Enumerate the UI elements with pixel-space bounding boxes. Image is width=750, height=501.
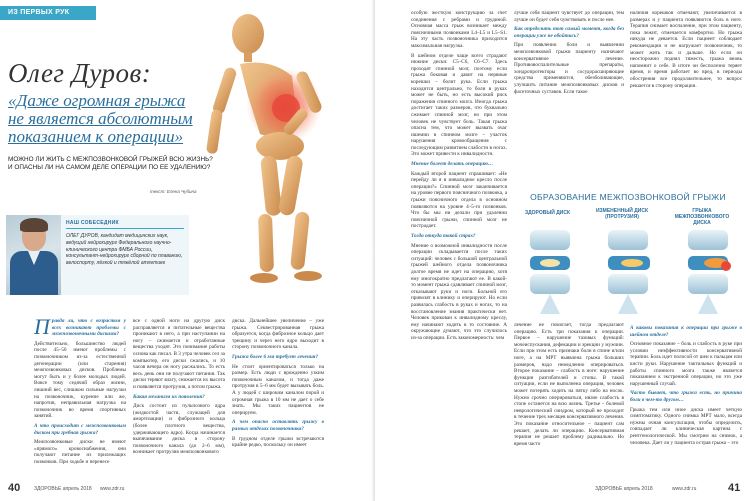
disc-label-healthy: ЗДОРОВЫЙ ДИСК [524, 210, 571, 216]
footer-right-text: ЗДОРОВЬЕ апрель 2018 [595, 486, 653, 492]
footer-left-text: ЗДОРОВЬЕ апрель 2018 [34, 486, 92, 492]
paragraph: особую жесткую конструкцию за счет соединения с ребрами и грудиной. Основная масса грыж возникает между поясничными позвонками L4–L5 и L5–S1. На эту часть позвоночника приходится максимальная нагрузка. [411, 10, 507, 49]
paragraph: лучше себя пациент чувствует до операции, тем лучше он будет себя чувствовать и после нее. [514, 10, 624, 23]
guest-hair [20, 218, 48, 232]
article-author: текст: Елена Чубина [150, 189, 197, 194]
paragraph: лечение не помогает, тогда предлагают операцию. Есть три показания к операции. Первое – нарушение тазовых функций: мочеиспускания, дефекации и эрекции у мужчин. Если при этом есть признаки боли в спине и/или ноге, а на МРТ выявлена грыжа больших размеров, надо немедленно оперироваться. Второе показание – слабость в ноге: нарушение функции разгибателей и стопы. В такой ситуации, если не выполнена операция, человек может потерять ходить на пятку либо на носок. Нужно срочно оперироваться, иначе слабость в стопе останется на всю жизнь. Третье – болевой неврологический синдром, который не проходит в течение трех месяцев консервативного лечения. Это показание относительное – пациент сам решает, делать ли операцию. Консервативная терапия не решает проблему радикально. Но время часто [514, 322, 624, 447]
footer-right-site: www.zdr.ru [672, 486, 697, 492]
text-column-5-top [514, 10, 624, 180]
question: Мнение болеет делать операцию… [411, 161, 494, 168]
paragraph: наличия корешков отмечают, увеличивается в размерах и у пациента появляются боль в ноге. Терапия снимает воспаление, при этом пациенту, пока лежит, отмечается комфортно. Но грыжа никуда не девается. Если пациент соблюдает рекомендации и не нагружает позвоночник, то может жить так и дальше. Но если он неосторожно поднял тяжесть, грыжа вновь напомнит о себе. В итоге он бесполезно теряет время, и время работает во вред, в периоды обострения все продолжительнее, то вопрос решается в сторону операции. [630, 10, 742, 89]
guest-divider [66, 228, 184, 229]
disc-label-protrusion: ИЗМЕНЕННЫЙ ДИСК (ПРОТРУЗИЯ) [595, 208, 649, 220]
section-rubric [0, 6, 96, 20]
paragraph: Грыжа тем или иное диска имеет четкую симптоматику. Одного снимка МРТ мало, всегда нужны очная консультация, чтобы определить, совпадает ли клиническая картина с рентгенологической. Мы смотрим на снимок, а человека. Дает ли у пациента острая грыжа – это [630, 406, 742, 446]
title-quote-line: показанием к операции» [8, 127, 184, 146]
drop-cap: П [34, 314, 50, 339]
paragraph: Мнение о возможной инвалидности после операции складывается после таких ситуаций: человек с большой центральной грыжей шейного отдела позвоночника долгое время не идет на операцию, хотя ему многократно предлагают ее. В какой-то момент грыжа сдавливает спинной мозг, отказывают руки и ноги. Больной его привозят в клинику и оперируют. Но если развилась слабость в руках и ногах, то на восстановление знания практически нет. Человек прикован к инвалидному креслу, ему начинают ходить в то состояние. А окружающие думают, что это случилось из-за операции. Есть закономерность: чем [411, 242, 507, 341]
question: Как определить тот самый момент, когда без операции уже не обойтись? [514, 26, 624, 39]
question: Часто бывает, что грыжа есть, но причина боли в чем-то другом… [630, 390, 742, 403]
article-title-name: Олег Дуров: [8, 58, 152, 88]
healthy-disc-graphic [530, 230, 570, 314]
text-column-6 [514, 322, 624, 482]
question: А каковы показания к операции при грыже в шейном отделе? [630, 325, 742, 338]
text-column-4 [411, 10, 507, 480]
paragraph: диска. Дальнейшее увеличение – уже грыжа. Секвестрированная грыжа образуется, когда фиброзное кольцо дает трещину и через него ядро выходит в сторону позвоночного канала. [232, 318, 324, 351]
paragraph: Не стоит ориентироваться только на размер. Есть люди с врожденно узким позвоночным каналом, и тогда даже протрузия в 5–6 мм будет вызывать боль. А у людей с широким каналом порой и огромная грыжа в 10 мм не дает о себе знать. Мы таких пациентов не оперируем. [232, 363, 324, 416]
footer-left-site: www.zdr.ru [100, 486, 125, 492]
guest-photo [6, 215, 61, 295]
text-column-1 [34, 314, 126, 468]
mannequin-illustration [200, 6, 360, 286]
paragraph: Диск состоит из пульпозного ядра (жидкостой части, служащей для амортизации) и фиброзного кольца (более плотного вещества, удерживающего ядро). Когда начинается выпячивание диска в сторону позвоночного канала (до 2–6 мм), возникает протрузия межпозвонкового [133, 403, 225, 456]
paragraph: Действительно, большинство людей после 45–50 имеют проблемы с позвоночником из-за естественной дегенерации (или старения) межпозвонковых дисков. Проблемы могут быть и у более молодых людей. Вовсе тому седячий образ жизни, лишний вес, слишком сильные нагрузки на позвоночник, курение или же, напротив, неправильная нагрузка на позвоночник во время спортивных занятий. [34, 340, 126, 420]
vertebrae-diagram [512, 228, 744, 316]
guest-bio: ОЛЕГ ДУРОВ, кандидат медицинских наук, ведущий нейрохирург Федерального научно-клинического центра ФМБА России, консультант-нейрохирург сборной по плаванию, велоспорту, лёгкой и тяжёлой атлетике [66, 233, 183, 267]
text-column-5-bottom [630, 322, 742, 482]
question: Какая механизм их появления? [133, 393, 205, 400]
paragraph: В грудном отделе грыжи встречаются крайне редко, поскольку он имеет [232, 435, 324, 449]
paragraph: При появлении боли и выявлении межпозвонковой грыжи пациенту назначают консервативное лечение. Противовоспалительные препараты, хондропротекторы и сосудорасширяющие средства применяются, обезболивающие, улучшить питание межпозвонковых дисков и фасеточных суставов. Если такое [514, 42, 624, 95]
page-number-left: 40 [8, 482, 21, 494]
paragraph: В шейном отделе чаще всего страдают нижние диски: C5–C6, C6–C7. Здесь проходят спинной мозг, поэтому если грыжа боковая и давит на нервные корешки – болит рука. Если грыжа находится центрально, то боли в руках может не быть, но есть высокий риск поражения спинного мозга. Иногда грыжа достигает таких размеров, что буквально сжимает спинной мозг, но при этом человек не чувствует боль. Такая грыжа опасна тем, что может вызвать очаг ишемии в спинном мозге – участок нарушения кровообращения с последующим развитием слабости в ногах. Это может привести к инвалидности. [411, 52, 507, 158]
title-quote-line: «Даже огромная грыжа [8, 91, 186, 110]
text-column-7 [630, 10, 742, 180]
guest-label: НАШ СОБЕСЕДНИК [66, 220, 119, 226]
paragraph: Основное показание – боль и слабость в руке при условии неэффективности консервативной терапии. Боль идет полосой от шеи к пальцам или кисти руки. Нарушение тактильных функций и работы спинного мозга также является показанием к экстренной операции, но это уже нарушенный случай. [630, 341, 742, 387]
article-lead: МОЖНО ЛИ ЖИТЬ С МЕЖПОЗВОНКОВОЙ ГРЫЖЕЙ ВСЮ ЖИЗНЬ? И ОПАСНЫ ЛИ НА САМОМ ДЕЛЕ ОПЕРАЦИИ ПО ЕЕ УДАЛЕНИЮ? [8, 156, 213, 171]
paragraph: все с одной ноги на другую диск расправляется и питательные вещества проникают в него, а при наступании на ногу – сжимается и отработанные вещества уходят. Это понимание работы основа как писал. В 3 утра человек сел за компьютер, его диски сжались, и 10 часов вечера он ногу расжались. То есть весь день они не получают питания. Так диски теряют влагу, снижается их высота и появляется протрузия, а потом грыжа. [133, 318, 225, 390]
hernia-disc-graphic [688, 230, 731, 314]
question: А что происходит с межпозвонковым диском при гребная грыжа? [34, 422, 126, 436]
protrusion-disc-graphic [608, 230, 650, 314]
paragraph: Межпозвонковые диски не имеют «прямого» кровоснабжения, они получают питание из прилежащих позвонков. При ходьбе и перенесе [34, 439, 126, 465]
article-title-quote [8, 92, 213, 146]
text-column-3 [232, 318, 324, 452]
question: Тогда откуда такой страх? [411, 233, 476, 239]
intro-question: равда ли, что с возрастом у всех возникают проблемы с межпозвоночными дисками? [51, 318, 126, 338]
question: Грыжа более 6 мм требует лечения? [232, 353, 318, 360]
infographic-title: ОБРАЗОВАНИЕ МЕЖПОЗВОНКОВОЙ ГРЫЖИ [530, 192, 726, 202]
text-column-2 [133, 318, 225, 459]
title-quote-line: не является абсолютным [8, 109, 193, 128]
rubric-label: ИЗ ПЕРВЫХ РУК [8, 9, 70, 16]
paragraph: Каждый второй пациент спрашивает: «Не перейду ли я в инвалидное кресло после операции?» Спинной мозг заканчивается на уровне первого поясничного позвонка, а грыжи поясничного отдела в основном появляются на уровне 4–5-го позвонков. Что бы мы ни делали при удалении поясничной грыжи, спинной мозг не пострадает. [411, 170, 507, 230]
disc-label-hernia: ГРЫЖА МЕЖПОЗВОНКОВОГО ДИСКА [674, 208, 730, 226]
page-number-right: 41 [728, 482, 741, 494]
question: А чем опасно оставлять грыжу в разных отделах позвоночника? [232, 419, 324, 432]
